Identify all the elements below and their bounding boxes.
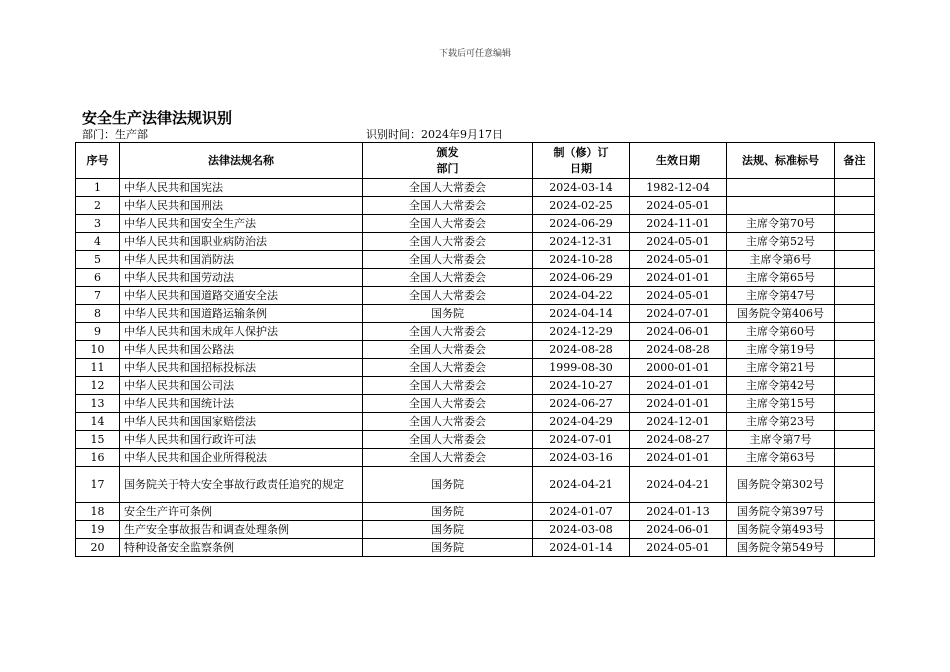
cell-effective-date: 2024-06-01 bbox=[630, 323, 727, 341]
cell-no: 4 bbox=[76, 233, 120, 251]
cell-effective-date: 2024-05-01 bbox=[630, 233, 727, 251]
laws-table bbox=[75, 142, 875, 557]
cell-issuer: 全国人大常委会 bbox=[363, 287, 533, 305]
cell-issuer: 全国人大常委会 bbox=[363, 377, 533, 395]
cell-effective-date: 2024-01-01 bbox=[630, 269, 727, 287]
cell-remark bbox=[835, 269, 875, 287]
table-header-row bbox=[76, 143, 875, 179]
table-row bbox=[76, 377, 875, 395]
cell-revised-date: 2024-07-01 bbox=[533, 431, 630, 449]
table-row bbox=[76, 413, 875, 431]
cell-name: 中华人民共和国国家赔偿法 bbox=[120, 413, 363, 431]
cell-issuer: 全国人大常委会 bbox=[363, 431, 533, 449]
cell-code: 主席令第23号 bbox=[727, 413, 835, 431]
cell-remark bbox=[835, 359, 875, 377]
cell-issuer: 国务院 bbox=[363, 467, 533, 503]
cell-remark bbox=[835, 251, 875, 269]
cell-revised-date: 2024-04-14 bbox=[533, 305, 630, 323]
cell-remark bbox=[835, 503, 875, 521]
cell-no: 1 bbox=[76, 179, 120, 197]
cell-issuer: 全国人大常委会 bbox=[363, 323, 533, 341]
cell-effective-date: 1982-12-04 bbox=[630, 179, 727, 197]
cell-issuer: 全国人大常委会 bbox=[363, 215, 533, 233]
cell-no: 14 bbox=[76, 413, 120, 431]
cell-revised-date: 2024-06-29 bbox=[533, 215, 630, 233]
cell-revised-date: 2024-03-14 bbox=[533, 179, 630, 197]
cell-issuer: 全国人大常委会 bbox=[363, 233, 533, 251]
cell-remark bbox=[835, 449, 875, 467]
cell-name: 中华人民共和国企业所得税法 bbox=[120, 449, 363, 467]
cell-name: 中华人民共和国劳动法 bbox=[120, 269, 363, 287]
cell-revised-date: 2024-12-29 bbox=[533, 323, 630, 341]
cell-remark bbox=[835, 197, 875, 215]
table-row bbox=[76, 215, 875, 233]
cell-issuer: 国务院 bbox=[363, 503, 533, 521]
cell-revised-date: 2024-03-08 bbox=[533, 521, 630, 539]
cell-name: 国务院关于特大安全事故行政责任追究的规定 bbox=[120, 467, 363, 503]
header-code: 法规、标准标号 bbox=[727, 143, 835, 179]
cell-name: 中华人民共和国行政许可法 bbox=[120, 431, 363, 449]
cell-revised-date: 2024-04-22 bbox=[533, 287, 630, 305]
cell-issuer: 全国人大常委会 bbox=[363, 179, 533, 197]
cell-name: 中华人民共和国招标投标法 bbox=[120, 359, 363, 377]
table-row bbox=[76, 449, 875, 467]
cell-revised-date: 2024-10-27 bbox=[533, 377, 630, 395]
cell-code: 国务院令第302号 bbox=[727, 467, 835, 503]
cell-remark bbox=[835, 305, 875, 323]
cell-effective-date: 2024-08-27 bbox=[630, 431, 727, 449]
table-row bbox=[76, 197, 875, 215]
cell-code: 主席令第47号 bbox=[727, 287, 835, 305]
cell-revised-date: 2024-12-31 bbox=[533, 233, 630, 251]
cell-effective-date: 2024-06-01 bbox=[630, 521, 727, 539]
cell-name: 特种设备安全监察条例 bbox=[120, 539, 363, 557]
cell-name: 中华人民共和国刑法 bbox=[120, 197, 363, 215]
table-row bbox=[76, 467, 875, 503]
header-issuer-line2: 部门 bbox=[436, 161, 459, 175]
cell-no: 20 bbox=[76, 539, 120, 557]
cell-code: 主席令第42号 bbox=[727, 377, 835, 395]
cell-issuer: 国务院 bbox=[363, 305, 533, 323]
header-issuer-line1: 颁发 bbox=[436, 145, 459, 159]
cell-name: 中华人民共和国消防法 bbox=[120, 251, 363, 269]
cell-code: 国务院令第406号 bbox=[727, 305, 835, 323]
cell-no: 5 bbox=[76, 251, 120, 269]
cell-name: 中华人民共和国职业病防治法 bbox=[120, 233, 363, 251]
cell-revised-date: 2024-04-29 bbox=[533, 413, 630, 431]
cell-no: 15 bbox=[76, 431, 120, 449]
cell-name: 安全生产许可条例 bbox=[120, 503, 363, 521]
cell-effective-date: 2024-01-13 bbox=[630, 503, 727, 521]
cell-remark bbox=[835, 233, 875, 251]
cell-name: 中华人民共和国宪法 bbox=[120, 179, 363, 197]
cell-revised-date: 1999-08-30 bbox=[533, 359, 630, 377]
header-revised bbox=[533, 143, 630, 179]
cell-revised-date: 2024-03-16 bbox=[533, 449, 630, 467]
cell-no: 11 bbox=[76, 359, 120, 377]
cell-effective-date: 2024-07-01 bbox=[630, 305, 727, 323]
cell-no: 3 bbox=[76, 215, 120, 233]
header-no: 序号 bbox=[76, 143, 120, 179]
header-revised-line2: 日期 bbox=[570, 161, 592, 175]
cell-name: 生产安全事故报告和调查处理条例 bbox=[120, 521, 363, 539]
table-row bbox=[76, 233, 875, 251]
cell-remark bbox=[835, 377, 875, 395]
cell-issuer: 全国人大常委会 bbox=[363, 359, 533, 377]
cell-code: 主席令第19号 bbox=[727, 341, 835, 359]
header-effective: 生效日期 bbox=[630, 143, 727, 179]
cell-name: 中华人民共和国公路法 bbox=[120, 341, 363, 359]
cell-no: 17 bbox=[76, 467, 120, 503]
cell-issuer: 全国人大常委会 bbox=[363, 197, 533, 215]
cell-revised-date: 2024-01-14 bbox=[533, 539, 630, 557]
cell-remark bbox=[835, 539, 875, 557]
cell-revised-date: 2024-04-21 bbox=[533, 467, 630, 503]
cell-revised-date: 2024-08-28 bbox=[533, 341, 630, 359]
cell-code: 国务院令第397号 bbox=[727, 503, 835, 521]
cell-remark bbox=[835, 413, 875, 431]
cell-remark bbox=[835, 395, 875, 413]
table-row bbox=[76, 179, 875, 197]
cell-no: 2 bbox=[76, 197, 120, 215]
cell-effective-date: 2024-05-01 bbox=[630, 251, 727, 269]
header-remark: 备注 bbox=[835, 143, 875, 179]
cell-code: 主席令第21号 bbox=[727, 359, 835, 377]
cell-remark bbox=[835, 431, 875, 449]
cell-no: 19 bbox=[76, 521, 120, 539]
cell-no: 13 bbox=[76, 395, 120, 413]
cell-code: 主席令第60号 bbox=[727, 323, 835, 341]
table-row bbox=[76, 341, 875, 359]
cell-issuer: 全国人大常委会 bbox=[363, 413, 533, 431]
cell-no: 6 bbox=[76, 269, 120, 287]
cell-issuer: 全国人大常委会 bbox=[363, 395, 533, 413]
cell-code: 主席令第7号 bbox=[727, 431, 835, 449]
table-row bbox=[76, 269, 875, 287]
cell-effective-date: 2024-08-28 bbox=[630, 341, 727, 359]
cell-code bbox=[727, 197, 835, 215]
cell-no: 10 bbox=[76, 341, 120, 359]
cell-effective-date: 2024-12-01 bbox=[630, 413, 727, 431]
cell-name: 中华人民共和国道路运输条例 bbox=[120, 305, 363, 323]
cell-remark bbox=[835, 179, 875, 197]
cell-issuer: 全国人大常委会 bbox=[363, 341, 533, 359]
cell-revised-date: 2024-01-07 bbox=[533, 503, 630, 521]
cell-name: 中华人民共和国未成年人保护法 bbox=[120, 323, 363, 341]
watermark-text: 下载后可任意编辑 bbox=[438, 49, 511, 59]
cell-no: 8 bbox=[76, 305, 120, 323]
table-row bbox=[76, 431, 875, 449]
table-row bbox=[76, 395, 875, 413]
cell-code: 主席令第63号 bbox=[727, 449, 835, 467]
cell-revised-date: 2024-06-29 bbox=[533, 269, 630, 287]
cell-code: 国务院令第549号 bbox=[727, 539, 835, 557]
page-title: 安全生产法律法规识别 bbox=[82, 109, 233, 127]
cell-remark bbox=[835, 323, 875, 341]
cell-name: 中华人民共和国道路交通安全法 bbox=[120, 287, 363, 305]
cell-no: 9 bbox=[76, 323, 120, 341]
cell-effective-date: 2024-11-01 bbox=[630, 215, 727, 233]
cell-code: 主席令第15号 bbox=[727, 395, 835, 413]
cell-issuer: 全国人大常委会 bbox=[363, 449, 533, 467]
table-row bbox=[76, 305, 875, 323]
table-row bbox=[76, 503, 875, 521]
header-revised-line1: 制（修）订 bbox=[553, 145, 609, 159]
cell-effective-date: 2024-01-01 bbox=[630, 377, 727, 395]
cell-remark bbox=[835, 467, 875, 503]
cell-effective-date: 2024-04-21 bbox=[630, 467, 727, 503]
cell-no: 12 bbox=[76, 377, 120, 395]
table-row bbox=[76, 323, 875, 341]
cell-code: 国务院令第493号 bbox=[727, 521, 835, 539]
cell-code bbox=[727, 179, 835, 197]
table-row bbox=[76, 251, 875, 269]
cell-revised-date: 2024-10-28 bbox=[533, 251, 630, 269]
cell-effective-date: 2024-05-01 bbox=[630, 539, 727, 557]
cell-code: 主席令第6号 bbox=[727, 251, 835, 269]
table-row bbox=[76, 359, 875, 377]
cell-revised-date: 2024-06-27 bbox=[533, 395, 630, 413]
header-name: 法律法规名称 bbox=[120, 143, 363, 179]
cell-effective-date: 2000-01-01 bbox=[630, 359, 727, 377]
cell-effective-date: 2024-01-01 bbox=[630, 395, 727, 413]
table-row bbox=[76, 287, 875, 305]
cell-effective-date: 2024-05-01 bbox=[630, 197, 727, 215]
cell-code: 主席令第70号 bbox=[727, 215, 835, 233]
cell-effective-date: 2024-01-01 bbox=[630, 449, 727, 467]
cell-code: 主席令第52号 bbox=[727, 233, 835, 251]
cell-name: 中华人民共和国统计法 bbox=[120, 395, 363, 413]
cell-issuer: 全国人大常委会 bbox=[363, 269, 533, 287]
cell-remark bbox=[835, 215, 875, 233]
identified-time-label: 识别时间：2024年9月17日 bbox=[366, 128, 503, 141]
cell-remark bbox=[835, 341, 875, 359]
department-label: 部门：生产部 bbox=[82, 128, 148, 141]
cell-issuer: 国务院 bbox=[363, 539, 533, 557]
cell-name: 中华人民共和国公司法 bbox=[120, 377, 363, 395]
cell-no: 7 bbox=[76, 287, 120, 305]
table-row bbox=[76, 521, 875, 539]
header-issuer bbox=[363, 143, 533, 179]
cell-code: 主席令第65号 bbox=[727, 269, 835, 287]
cell-remark bbox=[835, 521, 875, 539]
table-body bbox=[76, 179, 875, 557]
cell-effective-date: 2024-05-01 bbox=[630, 287, 727, 305]
cell-remark bbox=[835, 287, 875, 305]
cell-no: 18 bbox=[76, 503, 120, 521]
cell-no: 16 bbox=[76, 449, 120, 467]
cell-issuer: 国务院 bbox=[363, 521, 533, 539]
cell-issuer: 全国人大常委会 bbox=[363, 251, 533, 269]
cell-revised-date: 2024-02-25 bbox=[533, 197, 630, 215]
table-row bbox=[76, 539, 875, 557]
cell-name: 中华人民共和国安全生产法 bbox=[120, 215, 363, 233]
